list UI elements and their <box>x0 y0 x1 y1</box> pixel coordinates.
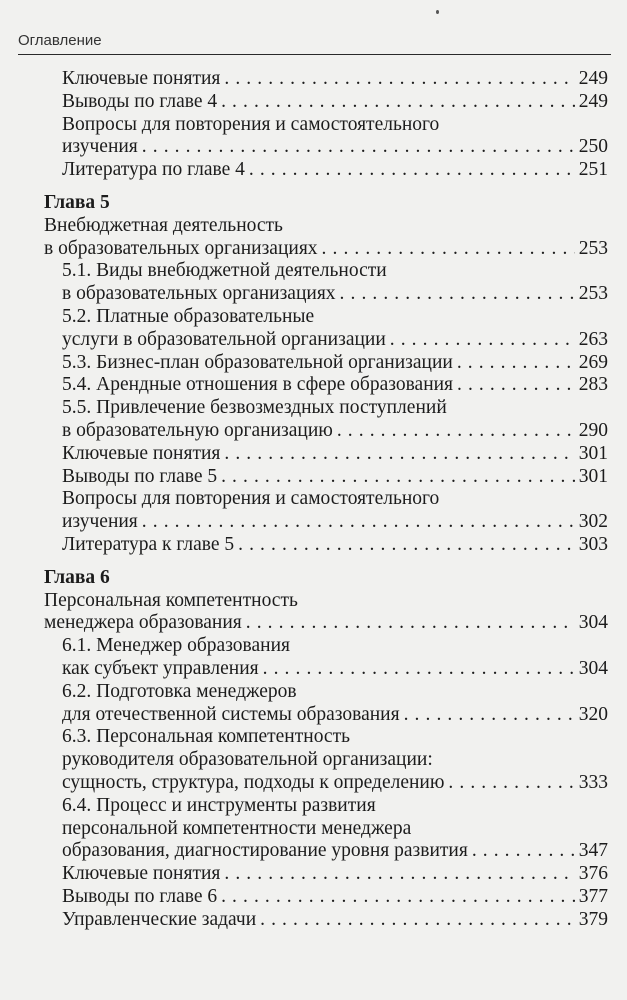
chapter-heading: Глава 6 <box>44 566 110 588</box>
toc-label: в образовательных организациях <box>62 283 336 305</box>
toc-entry[interactable] <box>44 238 608 261</box>
toc-label: Ключевые понятия <box>62 68 221 89</box>
leader-dots <box>404 704 575 727</box>
toc-label-line <box>44 114 608 137</box>
toc-label: изучения <box>62 136 138 158</box>
page-number: 377 <box>578 885 608 907</box>
toc-label: 5.1. Виды внебюджетной деятельности <box>62 260 387 282</box>
toc-entry[interactable] <box>44 159 608 182</box>
leader-dots <box>221 466 575 489</box>
toc-entry[interactable] <box>44 658 608 681</box>
leader-dots <box>322 238 575 261</box>
toc-entry[interactable] <box>44 909 608 932</box>
leader-dots <box>246 612 575 635</box>
page-number: 301 <box>578 442 608 464</box>
toc-label: Выводы по главе 4 <box>62 90 218 112</box>
toc-entry[interactable] <box>44 612 608 635</box>
toc-label: Управленческие задачи <box>62 908 257 930</box>
page-number: 304 <box>578 657 608 679</box>
page-number: 251 <box>578 159 608 181</box>
chapter-title: Персональная компетентность <box>44 589 298 611</box>
toc-entry[interactable] <box>44 68 608 91</box>
page-number: 301 <box>578 465 608 487</box>
toc-label: сущность, структура, подходы к определению <box>62 771 445 793</box>
toc-label: Литература по главе 4 <box>62 159 245 181</box>
leader-dots <box>337 420 575 443</box>
toc-entry[interactable] <box>44 136 608 159</box>
leader-dots <box>221 886 575 909</box>
toc-label: в образовательную организацию <box>62 419 333 441</box>
page-number: 253 <box>578 237 608 259</box>
toc-label: Ключевые понятия <box>62 442 221 464</box>
table-of-contents <box>44 68 608 931</box>
leader-dots <box>340 283 575 306</box>
leader-dots <box>448 772 574 795</box>
toc-label-line <box>44 726 608 749</box>
toc-entry[interactable] <box>44 352 608 375</box>
leader-dots <box>390 329 575 352</box>
toc-label: Выводы по главе 6 <box>62 885 218 907</box>
page-number: 269 <box>578 351 608 373</box>
toc-entry[interactable] <box>44 329 608 352</box>
chapter-title: менеджера образования <box>44 612 242 634</box>
toc-label: образования, диагностирование уровня развития <box>62 840 468 862</box>
page-number: 290 <box>578 419 608 441</box>
toc-label-line <box>44 397 608 420</box>
toc-label: 5.3. Бизнес-план образовательной организации <box>62 351 453 373</box>
leader-dots <box>260 909 575 932</box>
toc-label: 6.4. Процесс и инструменты развития <box>62 794 376 816</box>
toc-entry[interactable] <box>44 840 608 863</box>
toc-label: 5.4. Арендные отношения в сфере образования <box>62 374 454 396</box>
toc-label-line <box>44 749 608 772</box>
toc-entry[interactable] <box>44 704 608 727</box>
toc-label-line <box>44 590 608 613</box>
chapter-title: Внебюджетная деятельность <box>44 214 283 236</box>
toc-label: персональной компетентности менеджера <box>62 817 412 839</box>
page-number: 283 <box>578 374 608 396</box>
toc-entry[interactable] <box>44 772 608 795</box>
toc-label: Ключевые понятия <box>62 863 221 885</box>
toc-label: Выводы по главе 5 <box>62 465 218 487</box>
leader-dots <box>457 374 575 397</box>
toc-label-line <box>44 488 608 511</box>
toc-label: изучения <box>62 511 138 533</box>
header-title: Оглавление <box>18 32 102 49</box>
page-number: 333 <box>578 771 608 793</box>
page-number: 302 <box>578 511 608 533</box>
toc-label: 6.2. Подготовка менеджеров <box>62 680 297 702</box>
leader-dots <box>221 91 575 114</box>
toc-label-line <box>44 306 608 329</box>
chapter-heading: Глава 5 <box>44 191 110 213</box>
print-speck <box>436 10 439 14</box>
toc-label: Вопросы для повторения и самостоятельного <box>62 488 440 510</box>
leader-dots <box>224 443 574 466</box>
leader-dots <box>472 840 575 863</box>
toc-label-line <box>44 818 608 841</box>
toc-label: Литература к главе 5 <box>62 533 235 555</box>
leader-dots <box>457 352 575 375</box>
page-number: 263 <box>578 328 608 350</box>
page-number: 250 <box>578 136 608 158</box>
page-number: 304 <box>578 612 608 634</box>
chapter-title: в образовательных организациях <box>44 237 318 259</box>
toc-entry[interactable] <box>44 443 608 466</box>
toc-entry[interactable] <box>44 466 608 489</box>
page-number: 379 <box>578 908 608 930</box>
toc-entry[interactable] <box>44 91 608 114</box>
page-number: 376 <box>578 863 608 885</box>
leader-dots <box>142 511 575 534</box>
page-number: 249 <box>578 90 608 112</box>
toc-label-line <box>44 260 608 283</box>
page-number: 249 <box>578 68 608 89</box>
toc-label: как субъект управления <box>62 657 259 679</box>
leader-dots <box>224 68 574 91</box>
toc-label: 5.2. Платные образовательные <box>62 305 315 327</box>
page-number: 303 <box>578 533 608 555</box>
toc-label: для отечественной системы образования <box>62 703 400 725</box>
toc-entry[interactable] <box>44 511 608 534</box>
leader-dots <box>249 159 575 182</box>
toc-entry[interactable] <box>44 534 608 557</box>
toc-label: услуги в образовательной организации <box>62 328 386 350</box>
leader-dots <box>224 863 574 886</box>
toc-label-line <box>44 635 608 658</box>
toc-label: руководителя образовательной организации: <box>62 749 433 771</box>
toc-entry[interactable] <box>44 886 608 909</box>
leader-dots <box>238 534 575 557</box>
toc-label: 6.3. Персональная компетентность <box>62 726 351 748</box>
toc-label: Вопросы для повторения и самостоятельного <box>62 113 440 135</box>
toc-entry[interactable] <box>44 863 608 886</box>
page-number: 347 <box>578 840 608 862</box>
leader-dots <box>263 658 575 681</box>
leader-dots <box>142 136 575 159</box>
toc-label-line <box>44 681 608 704</box>
toc-label: 6.1. Менеджер образования <box>62 635 290 657</box>
toc-entry[interactable] <box>44 420 608 443</box>
page-number: 320 <box>578 703 608 725</box>
toc-label: 5.5. Привлечение безвозмездных поступлений <box>62 397 447 419</box>
toc-entry[interactable] <box>44 374 608 397</box>
page-number: 253 <box>578 283 608 305</box>
toc-entry[interactable] <box>44 283 608 306</box>
toc-label-line <box>44 795 608 818</box>
toc-label-line <box>44 215 608 238</box>
running-header <box>18 30 611 55</box>
